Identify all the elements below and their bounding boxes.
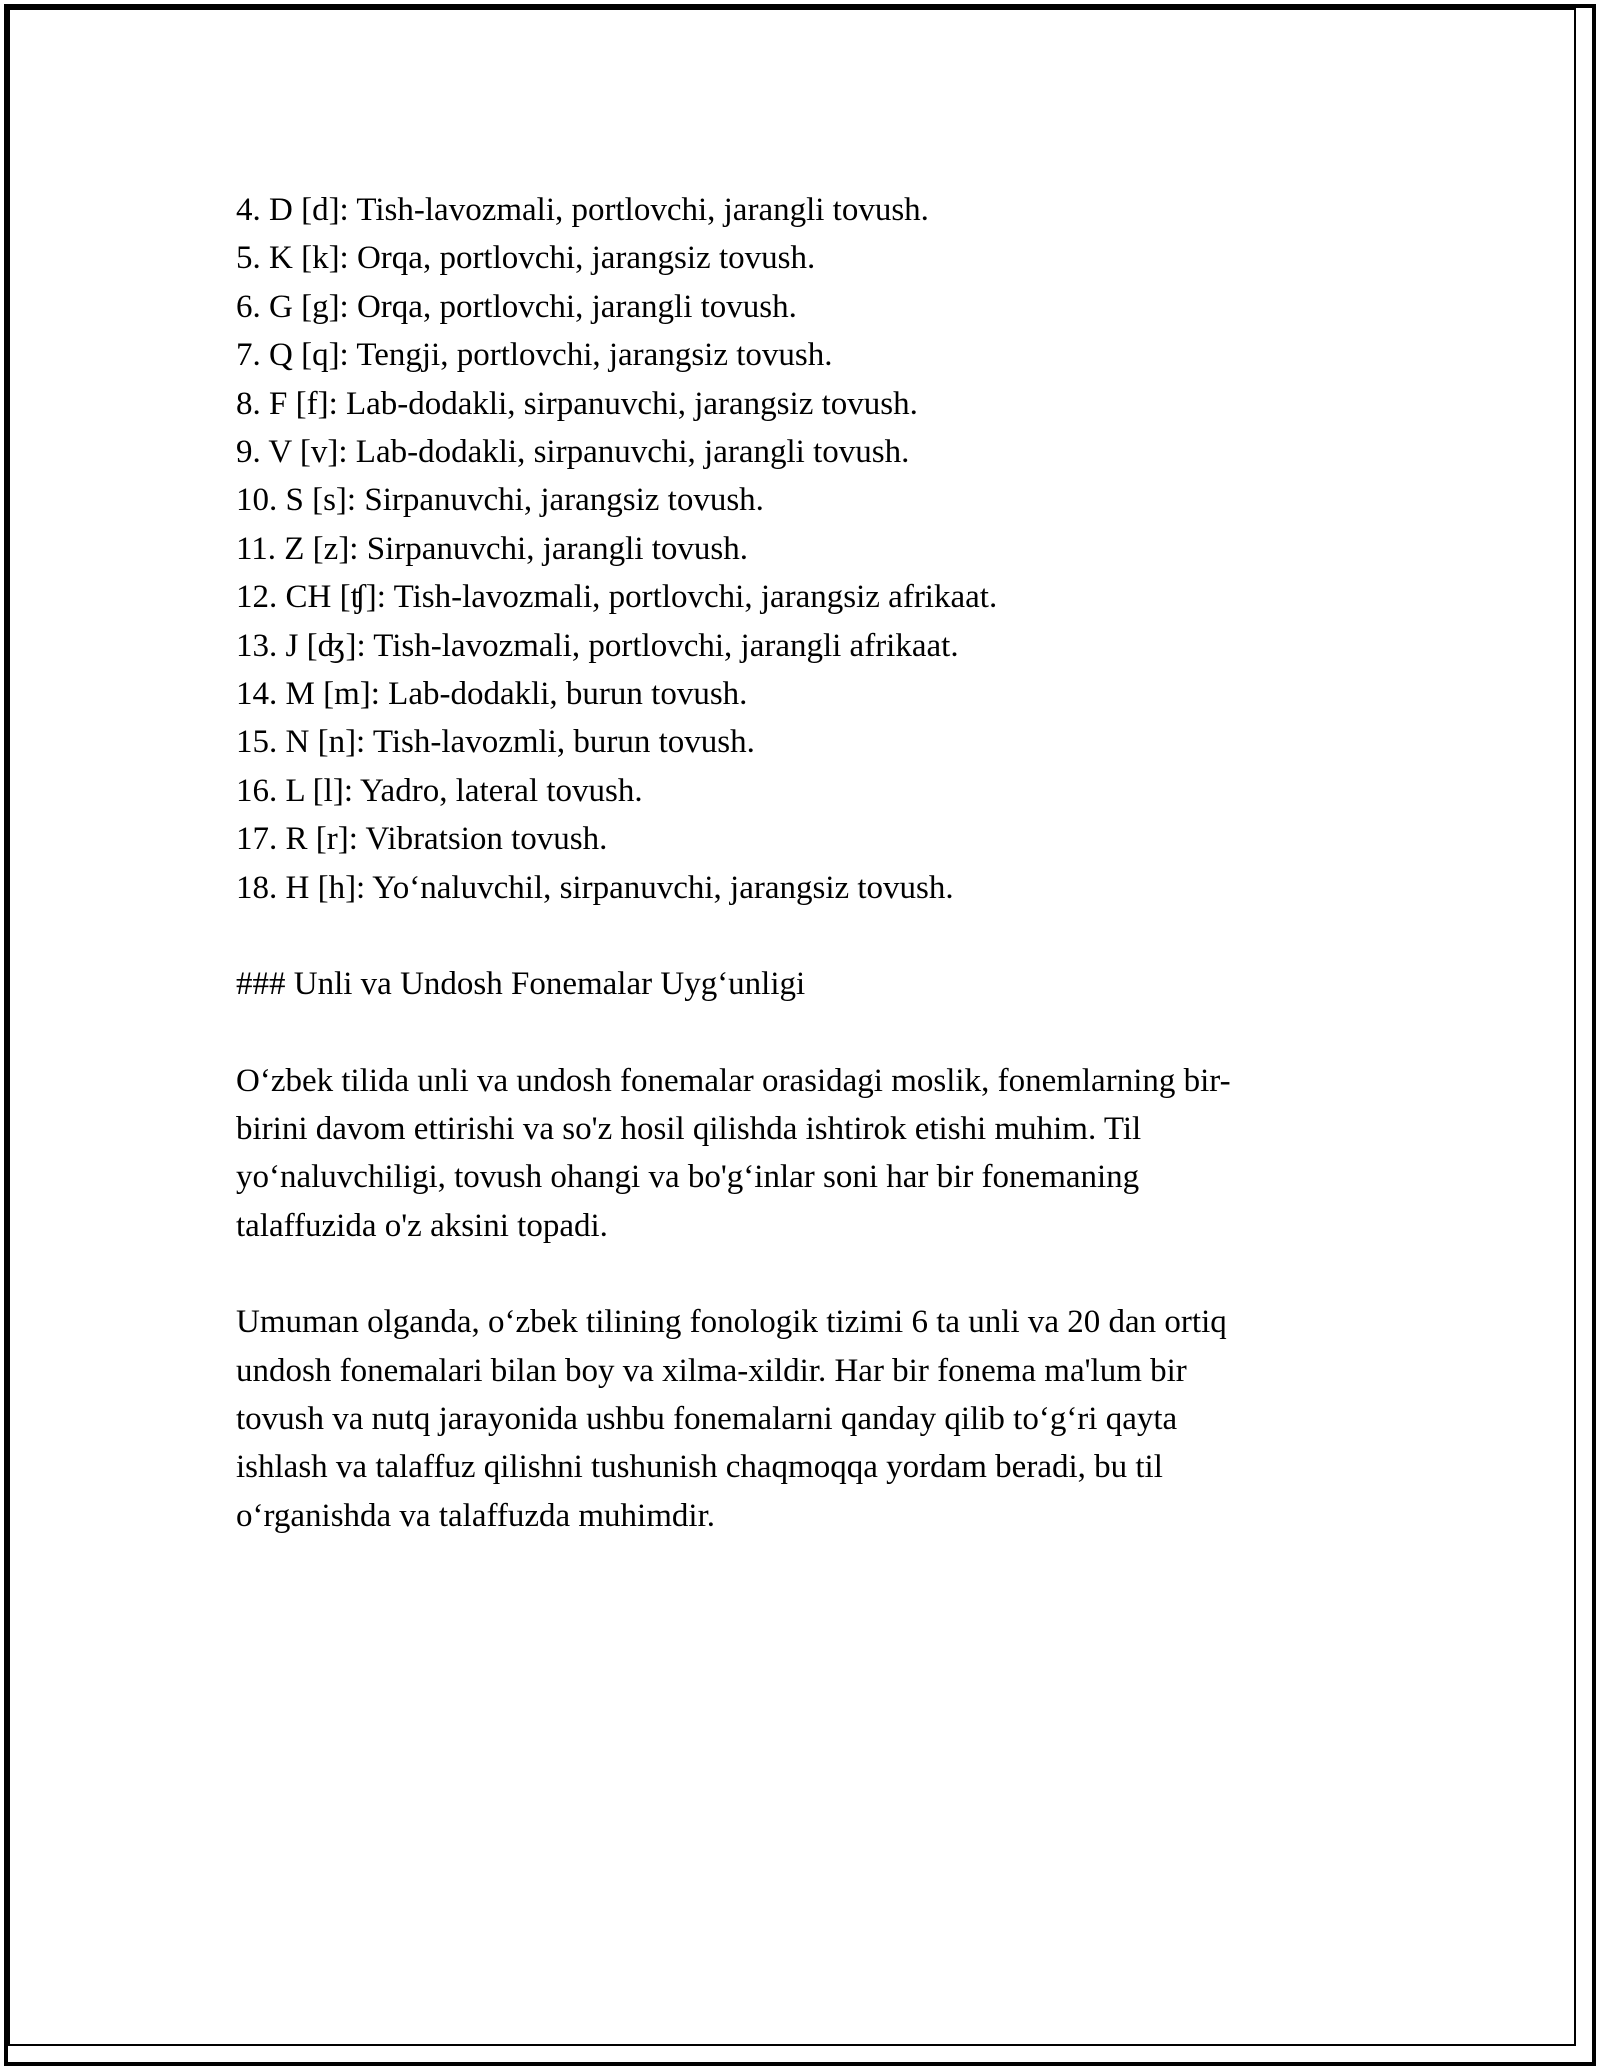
list-item: 12. CH [ʧ]: Tish-lavozmali, portlovchi, jarangsiz afrikaat.	[236, 579, 998, 616]
paragraph-line: yoʻnaluvchiligi, tovush ohangi va bo'gʻinlar soni har bir fonemaning	[236, 1159, 1140, 1196]
paragraph-line: ishlash va talaffuz qilishni tushunish chaqmoqqa yordam beradi, bu til	[236, 1449, 1163, 1486]
paragraph-intro	[236, 1057, 1376, 1251]
list-item: 17. R [r]: Vibratsion tovush.	[236, 821, 608, 858]
list-item: 5. K [k]: Orqa, portlovchi, jarangsiz tovush.	[236, 240, 816, 277]
list-item: 8. F [f]: Lab-dodakli, sirpanuvchi, jarangsiz tovush.	[236, 385, 918, 422]
list-item: 16. L [l]: Yadro, lateral tovush.	[236, 772, 643, 809]
paragraph-line: Oʻzbek tilida unli va undosh fonemalar orasidagi moslik, fonemlarning bir-	[236, 1062, 1231, 1099]
paragraph-line: talaffuzida o'z aksini topadi.	[236, 1207, 608, 1244]
list-item: 14. M [m]: Lab-dodakli, burun tovush.	[236, 676, 748, 713]
document-body	[236, 186, 1376, 1540]
list-item: 4. D [d]: Tish-lavozmali, portlovchi, jarangli tovush.	[236, 192, 929, 228]
list-item: 10. S [s]: Sirpanuvchi, jarangsiz tovush.	[236, 482, 764, 519]
list-item: 11. Z [z]: Sirpanuvchi, jarangli tovush.	[236, 530, 748, 567]
list-item: 18. H [h]: Yoʻnaluvchil, sirpanuvchi, jarangsiz tovush.	[236, 869, 954, 906]
list-item: 13. J [ʤ]: Tish-lavozmali, portlovchi, jarangli afrikaat.	[236, 627, 959, 664]
list-item: 9. V [v]: Lab-dodakli, sirpanuvchi, jarangli tovush.	[236, 434, 910, 471]
list-item: 6. G [g]: Orqa, portlovchi, jarangli tovush.	[236, 288, 797, 325]
paragraph-line: Umuman olganda, oʻzbek tilining fonologik tizimi 6 ta unli va 20 dan ortiq	[236, 1304, 1227, 1341]
paragraph-line: undosh fonemalari bilan boy va xilma-xildir. Har bir fonema ma'lum bir	[236, 1352, 1187, 1389]
consonant-list	[236, 186, 1376, 912]
section-heading: ### Unli va Undosh Fonemalar Uygʻunligi	[236, 966, 806, 1003]
paragraph-conclusion	[236, 1298, 1376, 1540]
list-item: 15. N [n]: Tish-lavozmli, burun tovush.	[236, 724, 755, 761]
paragraph-line: oʻrganishda va talaffuzda muhimdir.	[236, 1497, 715, 1534]
list-item: 7. Q [q]: Tengji, portlovchi, jarangsiz tovush.	[236, 337, 833, 374]
paragraph-line: birini davom ettirishi va so'z hosil qilishda ishtirok etishi muhim. Til	[236, 1110, 1142, 1147]
paragraph-line: tovush va nutq jarayonida ushbu fonemalarni qanday qilib toʻgʻri qayta	[236, 1400, 1178, 1437]
